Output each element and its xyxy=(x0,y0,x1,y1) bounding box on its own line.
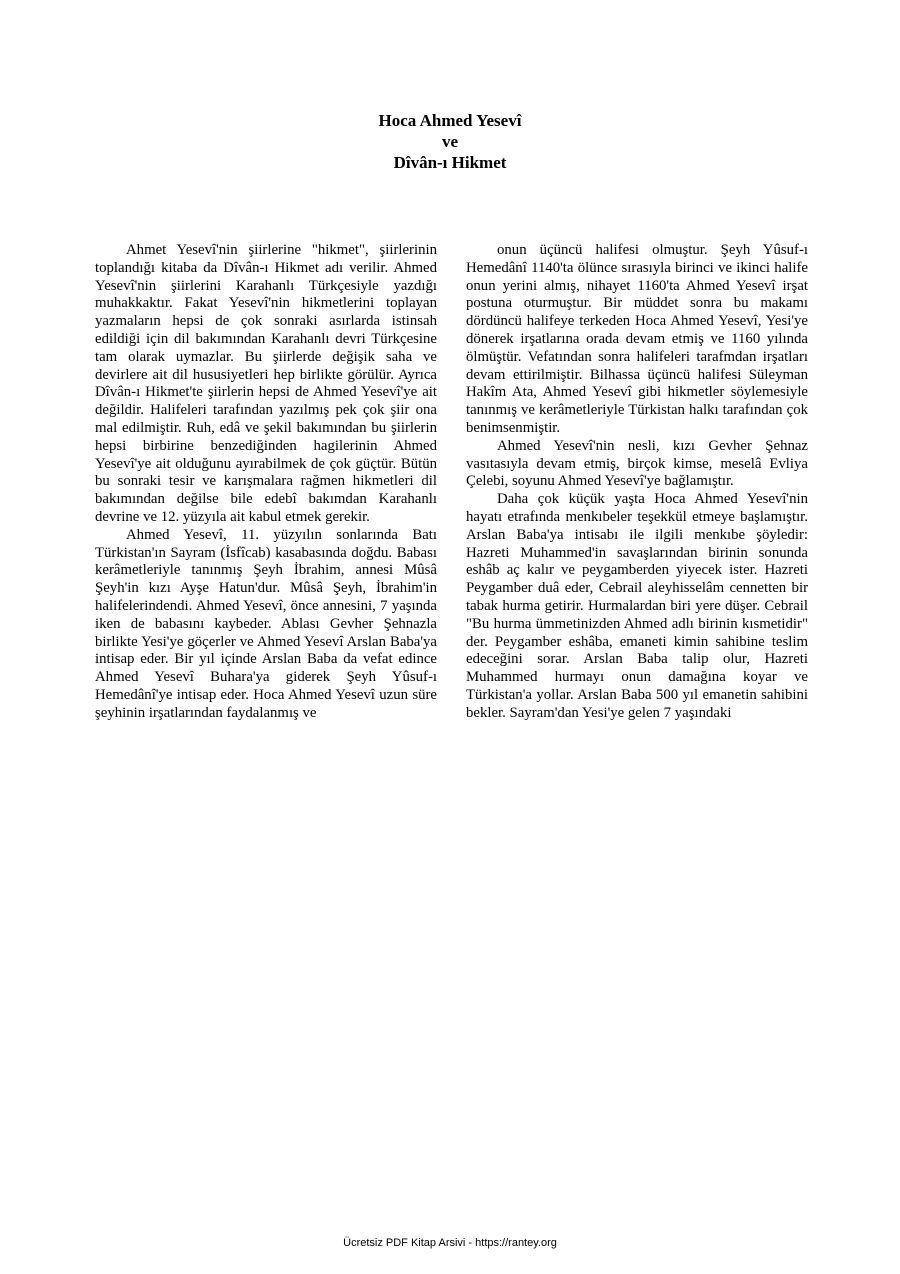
document-title xyxy=(0,110,900,173)
title-line-conjunction: ve xyxy=(441,132,459,151)
paragraph: onun üçüncü halifesi olmuştur. Şeyh Yûsuf-ı Hemedânî 1140'ta ölünce sırasıyla birinci ve ikinci halife onun yerini almış, nihayet 1160'ta Ahmed Yesevî irşat postuna oturmuştur. Bir müddet sonra bu makamı dördüncü halifeye terkeden Hoca Ahmed Yesevî, Yesi'ye dönerek irşatlarına orada devam etmiş ve 1160 yılında ölmüştür. Vefatından sonra halifeleri tarafmdan irşatları devam ettirilmiştir. Bilhassa üçüncü halifesi Süleyman Hakîm Ata, Ahmed Yesevî gibi hikmetler söylemesiyle tanınmış ve kerâmetleriyle Türkistan halkı tarafından çok benimsenmiştir. xyxy=(466,242,808,436)
paragraph: Ahmed Yesevî'nin nesli, kızı Gevher Şehnaz vasıtasıyla devam etmiş, birçok kimse, meselâ Evliya Çelebi, soyunu Ahmed Yesevî'ye bağlamıştır. xyxy=(466,437,808,490)
page-footer: Ücretsiz PDF Kitap Arsivi - https://rantey.org xyxy=(343,1237,557,1249)
title-line-work: Dîvân-ı Hikmet xyxy=(393,153,507,172)
paragraph: Daha çok küçük yaşta Hoca Ahmed Yesevî'nin hayatı etrafında menkıbeler teşekkül etmeye başlamıştır. Arslan Baba'ya intisabı ile ilgili menkıbe şöyledir: Hazreti Muhammed'in savaşlarından birinin sonunda eshâb aç kalır ve peygamberden yiyecek ister. Hazreti Peygamber duâ eder, Cebrail aleyhisselâm cennetten bir tabak hurma getirir. Hurmalardan biri yere düşer. Cebrail "Bu hurma ümmetinizden Ahmed adlı birinin kısmetidir" der. Peygamber eshâba, emaneti kimin sahibine teslim edeceğini sorar. Arslan Baba talip olur, Hazreti Muhammed hurmayı onun damağına koyar ve Türkistan'a yollar. Arslan Baba 500 yıl emanetin sahibini bekler. Sayram'dan Yesi'ye gelen 7 yaşındaki xyxy=(466,491,808,721)
title-line-author: Hoca Ahmed Yesevî xyxy=(378,111,522,130)
left-text-column xyxy=(95,242,437,723)
paragraph: Ahmed Yesevî, 11. yüzyılın sonlarında Batı Türkistan'ın Sayram (İsfîcab) kasabasında doğdu. Babası kerâmetleriyle tanınmış Şeyh İbrahim, annesi Mûsâ Şeyh'in kızı Ayşe Hatun'dur. Mûsâ Şeyh, İbrahim'in halifelerindendi. Ahmed Yesevî, önce annesini, 7 yaşında iken de babasını kaybeder. Ablası Gevher Şehnazla birlikte Yesi'ye göçerler ve Ahmed Yesevî Arslan Baba'ya intisap eder. Bir yıl içinde Arslan Baba da vefat edince Ahmed Yesevî Buhara'ya giderek Şeyh Yûsuf-ı Hemedânî'ye intisap eder. Hoca Ahmed Yesevî uzun süre şeyhinin irşatlarından faydalanmış ve xyxy=(95,526,437,721)
paragraph: Ahmet Yesevî'nin şiirlerine "hikmet", şiirlerinin toplandığı kitaba da Dîvân-ı Hikmet adı verilir. Ahmed Yesevî'nin şiirlerini Karahanlı Türkçesiyle yazdığı muhakkaktır. Fakat Yesevî'nin hikmetlerini toplayan yazmaların hepsi de çok sonraki asırlarda istinsah edildiği için dil bakımından Karahanlı devri Türkçesine tam olarak uymazlar. Bu şiirlerde değişik saha ve devirlere ait dil hususiyetleri hep birlikte görülür. Ayrıca Dîvân-ı Hikmet'te şiirlerin hepsi de Ahmed Yesevî'ye ait değildir. Halifeleri tarafından yazılmış pek çok şiir ona mal edilmiştir. Ruh, edâ ve şekil bakımından bu şiirlerin hepsi birbirine benzediğinden hagilerinin Ahmed Yesevî'ye ait olduğunu ayırabilmek de çok güçtür. Bütün bu sonraki tesir ve karışmalara rağmen hikmetleri dil bakımından değilse bile edebî bakımdan Karahanlı devrine ve 12. yüzyıla ait kabul etmek gerekir. xyxy=(95,242,437,525)
right-text-column xyxy=(466,242,808,723)
